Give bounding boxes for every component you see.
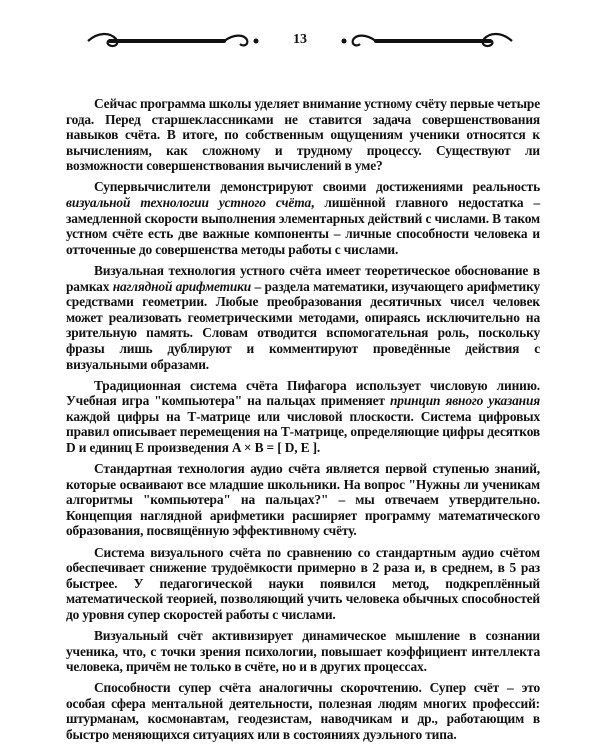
paragraph [66,461,540,539]
text-segment: Супервычислители демонстрируют своими достижениями реальность [94,179,540,195]
right-ornament-icon [338,30,516,52]
text-segment: , лишённой главного недостатка – замедленной скорости выполнения элементарных действий с числами. В таком устном счёте есть две важные компоненты – личные способности человека и отточенные до совершенства методы работы с числами. [66,195,540,257]
paragraph [66,628,540,675]
text-segment: Способности супер счёта аналогичны скорочтению. Супер счёт – это особая сфера ментальной деятельности, полезная людям многих профессий: штурманам, космонавтам, геодезистам, наводчикам и др., работающим в быстро меняющихся ситуациях или в состояниях дуэльного типа. [66,680,540,743]
emphasized-text: визуальной технологии устного счёта [66,195,312,211]
text-segment: Визуальная технология устного счёта имеет теоретическое обоснование в рамках [66,262,540,294]
emphasized-text: принцип явного указания [390,393,540,409]
body-text [66,96,540,748]
paragraph [66,378,540,456]
paragraph [66,96,540,174]
text-segment: Система визуального счёта по сравнению со стандартным аудио счётом обеспечивает снижение трудоёмкости примерно в 2 раза и, в среднем, в 5 раз быстрее. У педагогической науки появился метод, подкреплённый математической теорией, позволяющий учить человека обычных способностей до уровня супер скоростей работы с числами. [66,544,540,622]
text-segment: Стандартная технология аудио счёта является первой ступенью знаний, которые осваивают все младшие школьники. На вопрос "Нужны ли ученикам алгоритмы "компьютера" на пальцах?" – мы отвечаем утвердительно. Концепция наглядной арифметики расширяет программу математического образования, посвящённую эффективному счёту. [66,461,540,539]
paragraph [66,545,540,623]
emphasized-text: наглядной арифметики [112,278,252,294]
page-header [84,30,516,52]
page-number: 13 [293,32,307,47]
paragraph [66,179,540,257]
text-segment: каждой цифры на Т-матрице или числовой плоскости. Система цифровых правил описывает перемещения на Т-матрице, определяющие цифры десятков D и единиц E произведения [66,408,540,455]
text-segment: Визуальный счёт активизирует динамическое мышление в сознании ученика, что, с точки зрения психологии, повышает коэффициент интеллекта человека, причём не только в счёте, но и в других процессах. [66,628,540,675]
text-segment: Сейчас программа школы уделяет внимание устному счёту первые четыре года. Перед старшеклассниками не ставится задача совершенствования навыков счёта. В итоге, по собственным ощущениям ученики относятся к вычислениям, как сложному и трудному процессу. Существуют ли возможности совершенствования вычислений в уме? [66,96,540,174]
paragraph [66,263,540,372]
text-segment: Традиционная система счёта Пифагора использует числовую линию. Учебная игра "компьютера" на пальцах применяет [66,377,540,409]
paragraph [66,680,540,742]
text-segment: – раздела математики, изучающего арифметику средствами геометрии. Любые преобразования десятичных чисел человек может реализовать геометрическими методами, опираясь исключительно на зрительную память. Словам отводится вспомогательная роль, поскольку фразы лишь дублируют и комментируют проведённые действия с визуальными образами. [66,278,541,372]
formula: A × B = [ D, E ]. [231,439,321,455]
